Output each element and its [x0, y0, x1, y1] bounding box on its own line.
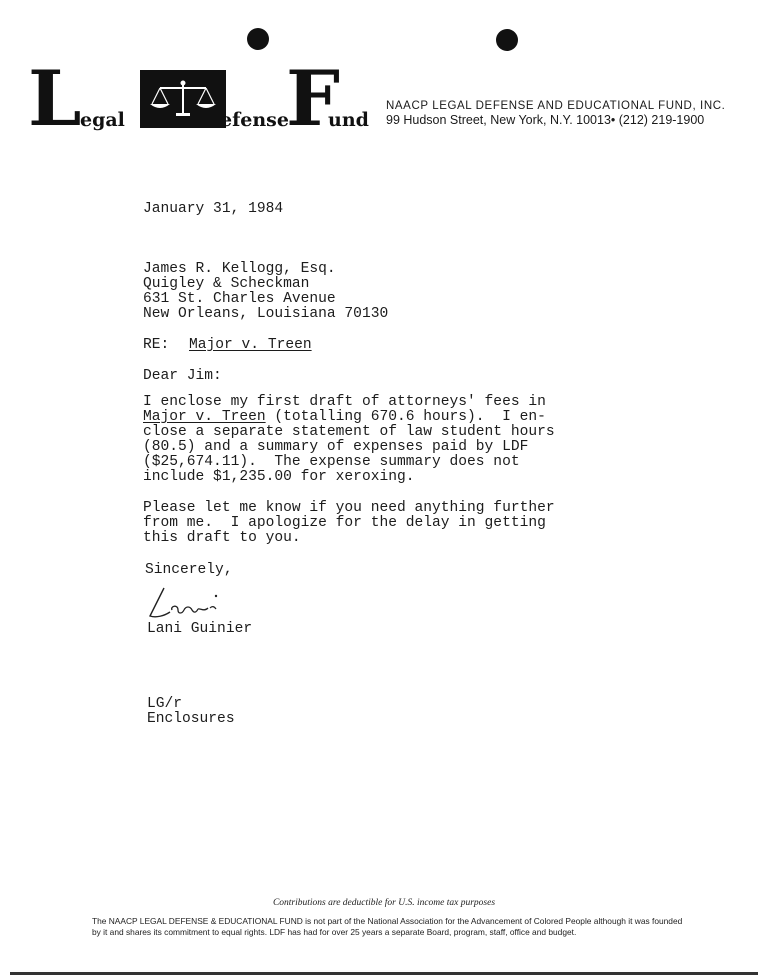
re-case: Major v. Treen — [189, 337, 312, 353]
para1-line: ($25,674.11). The expense summary does not — [143, 454, 520, 470]
para1-line: include $1,235.00 for xeroxing. — [143, 469, 415, 485]
para1-line: (80.5) and a summary of expenses paid by LDF — [143, 439, 529, 455]
recipient-line: New Orleans, Louisiana 70130 — [143, 306, 389, 322]
recipient-line: 631 St. Charles Avenue — [143, 291, 336, 307]
signer-name: Lani Guinier — [147, 621, 253, 637]
logo-letter-f: F — [286, 54, 338, 143]
org-address: 99 Hudson Street, New York, N.Y. 10013• (212) 219-1900 — [386, 113, 705, 127]
ldf-logo — [28, 54, 369, 143]
handwritten-signature — [146, 582, 236, 624]
bottom-rule — [10, 972, 758, 975]
para1-line: I enclose my first draft of attorneys' fees in — [143, 394, 546, 410]
org-name: NAACP LEGAL DEFENSE AND EDUCATIONAL FUND, INC. — [386, 100, 726, 112]
tax-note: Contributions are deductible for U.S. income tax purposes — [272, 898, 496, 908]
re-label: RE: — [143, 337, 170, 353]
typist-initials: LG/r — [147, 696, 183, 712]
logo-letter-l: L — [28, 54, 80, 143]
logo-word-egal: egal — [80, 109, 125, 131]
logo-word-und: und — [328, 109, 369, 131]
footer-disclaimer: The NAACP LEGAL DEFENSE & EDUCATIONAL FUND is not part of the National Association for the Advancement of Colored People although it was founded by it and shares its commitment to equal rights. LDF has had for over 25 years a separate Board, program, staff, office and budget. — [92, 916, 683, 937]
logo-word-efense: efense — [220, 109, 289, 131]
para2-line: Please let me know if you need anything further — [143, 500, 555, 516]
para1-case: Major v. Treen — [143, 409, 266, 425]
para2-line: from me. I apologize for the delay in getting — [143, 515, 546, 531]
letter-date: January 31, 1984 — [143, 201, 284, 217]
closing: Sincerely, — [145, 562, 233, 578]
salutation: Dear Jim: — [143, 368, 222, 384]
recipient-line: James R. Kellogg, Esq. — [143, 261, 336, 277]
punch-hole-right — [496, 29, 518, 51]
para1-line: close a separate statement of law student hours — [143, 424, 555, 440]
enclosures: Enclosures — [147, 711, 235, 727]
para2-line: this draft to you. — [143, 530, 301, 546]
recipient-line: Quigley & Scheckman — [143, 276, 310, 292]
punch-hole-left — [247, 28, 269, 50]
para1-line2-rest: (totalling 670.6 hours). I en- — [265, 409, 546, 425]
scales-of-justice-icon — [146, 78, 220, 120]
